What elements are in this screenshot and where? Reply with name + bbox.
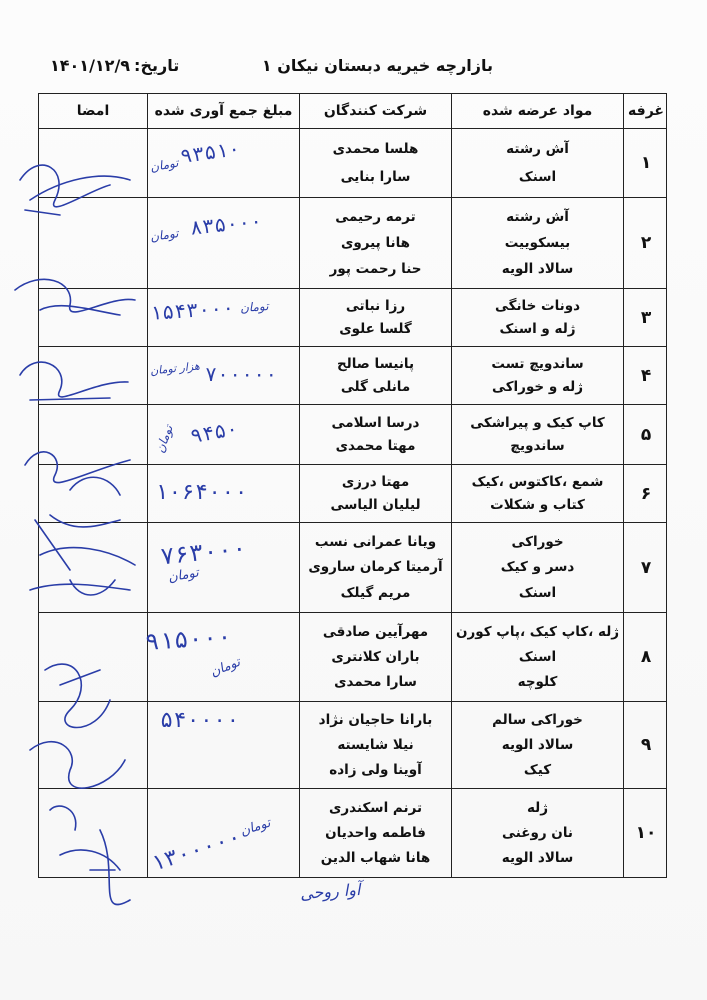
participant-name: بارانا حاجیان نژاد	[318, 712, 433, 729]
goods-item: کاپ کیک و پیراشکی	[470, 414, 605, 431]
booth-number: ۶	[623, 465, 668, 522]
participant-name: هانا پیروی	[341, 235, 411, 251]
goods-item: ژله و خوراکی	[492, 378, 583, 395]
participants-cell	[299, 523, 451, 612]
participant-name: مهرآیین صادقی	[322, 623, 429, 640]
handwritten-currency: تومان	[152, 423, 176, 455]
goods-item: ژله	[527, 799, 549, 816]
goods-cell	[451, 347, 623, 404]
booth-number: ۵	[623, 405, 668, 464]
header-goods: مواد عرضه شده	[451, 94, 623, 128]
participant-name: ترمه رحیمی	[335, 209, 416, 225]
handwritten-currency: تومان	[208, 654, 243, 681]
booth-number: ۲	[623, 198, 668, 288]
goods-item: خوراکی	[511, 533, 564, 550]
goods-item: سالاد الویه	[501, 850, 574, 867]
participant-name: سارا محمدی	[334, 674, 417, 691]
participant-name: باران کلانتری	[331, 648, 420, 665]
participant-name: مریم گیلک	[340, 585, 411, 602]
goods-cell	[451, 289, 623, 346]
goods-item: کتاب و شکلات	[490, 496, 585, 513]
goods-cell	[451, 129, 623, 197]
goods-item: اسنک	[518, 648, 557, 665]
participant-name: لیلیان الیاسی	[330, 496, 421, 513]
participant-name: فاطمه واحدیان	[325, 824, 426, 841]
signature-mark	[30, 742, 125, 788]
page-title: بازارچه خیریه دبستان نیکان ۱	[261, 56, 493, 75]
goods-item: بیسکوییت	[504, 235, 571, 251]
handwritten-currency: تومان	[149, 226, 180, 244]
booth-number: ۴	[623, 347, 668, 404]
participant-name: سارا بنایی	[340, 169, 411, 185]
participant-name: نیلا شایسته	[337, 736, 414, 753]
goods-item: کیک	[523, 761, 552, 778]
handwritten-amount: ۸۳۵۰۰۰	[188, 208, 264, 240]
handwritten-amount: ۷۶۳۰۰۰	[158, 533, 248, 571]
goods-item: ساندویچ	[510, 438, 565, 455]
goods-item: آش رشته	[506, 141, 569, 157]
signature-scribbles	[0, 110, 145, 930]
participant-name: مانلی گلی	[340, 378, 411, 395]
participants-cell	[299, 789, 451, 877]
handwritten-footer-note: آوا روحی	[299, 879, 361, 904]
goods-item: کلوچه	[517, 674, 558, 691]
header-participants: شرکت کنندگان	[299, 94, 451, 128]
handwritten-amount: ۹۳۵۱۰	[178, 135, 242, 169]
goods-item: دسر و کیک	[500, 559, 575, 576]
handwritten-currency: هزار تومان	[149, 359, 201, 378]
signature-mark	[25, 452, 130, 495]
date-line	[46, 56, 179, 75]
booth-number: ۳	[623, 289, 668, 346]
participants-cell	[299, 198, 451, 288]
booth-number: ۱۰	[623, 789, 668, 877]
header-booth: غرفه	[623, 94, 668, 128]
goods-item: اسنک	[518, 169, 557, 185]
goods-cell	[451, 702, 623, 788]
participant-name: آوینا ولی زاده	[329, 761, 422, 778]
goods-item: نان روغنی	[502, 824, 573, 841]
handwritten-currency: تومان	[166, 565, 200, 586]
participant-name: هانا شهاب الدین	[320, 850, 431, 867]
header-signature: امضا	[76, 103, 110, 119]
goods-item: شمع ،کاکتوس ،کیک	[471, 474, 604, 491]
handwritten-currency: تومان	[238, 815, 273, 840]
goods-cell	[451, 789, 623, 877]
goods-cell	[451, 198, 623, 288]
participants-cell	[299, 465, 451, 522]
goods-item: سالاد الویه	[501, 261, 574, 277]
signature-mark	[45, 664, 110, 727]
participant-name: درسا اسلامی	[331, 414, 420, 431]
date-value: ۱۴۰۱/۱۲/۹	[50, 56, 131, 75]
participant-name: گلسا علوی	[339, 320, 412, 337]
signature-mark	[20, 362, 128, 400]
signature-mark	[35, 515, 135, 570]
goods-cell	[451, 523, 623, 612]
goods-cell	[451, 405, 623, 464]
handwritten-amount: ۵۴۰۰۰۰	[160, 708, 240, 733]
participants-cell	[299, 405, 451, 464]
goods-item: سالاد الویه	[501, 736, 574, 753]
handwritten-amount: ۹۴۵۰	[188, 415, 240, 449]
booth-number: ۱	[623, 129, 668, 197]
participant-name: ویانا عمرانی نسب	[314, 533, 437, 550]
handwritten-currency: تومان	[239, 299, 269, 315]
goods-item: اسنک	[518, 585, 557, 602]
goods-item: خوراکی سالم	[492, 712, 583, 729]
participant-name: آرمیتا کرمان ساروی	[308, 559, 443, 576]
goods-item: ساندویچ تست	[491, 356, 584, 373]
participant-name: ترنم اسکندری	[329, 799, 423, 816]
signature-mark	[50, 806, 120, 870]
date-label: تاریخ:	[134, 56, 180, 75]
header-amount: مبلغ جمع آوری شده	[147, 94, 299, 128]
signature-mark	[15, 279, 135, 315]
booth-number: ۸	[623, 613, 668, 701]
goods-item: دونات خانگی	[494, 298, 581, 315]
participants-cell	[299, 613, 451, 701]
goods-cell	[451, 465, 623, 522]
participants-cell	[299, 347, 451, 404]
participants-cell	[299, 129, 451, 197]
signature-mark	[20, 165, 130, 215]
goods-item: آش رشته	[506, 209, 569, 225]
handwritten-amount: ۱۳۰۰۰۰۰	[148, 824, 245, 877]
signature-mark	[90, 830, 130, 905]
participant-name: مهتا محمدی	[335, 438, 416, 455]
handwritten-currency: تومان	[149, 155, 180, 175]
handwritten-amount: ۱۰۶۴۰۰۰	[155, 480, 248, 505]
booth-number: ۷	[623, 523, 668, 612]
signature-mark	[30, 580, 130, 595]
participant-name: رزا نباتی	[345, 298, 406, 315]
booth-number: ۹	[623, 702, 668, 788]
goods-item: ژله ،کاپ کیک ،پاپ کورن	[455, 623, 620, 640]
participant-name: هلسا محمدی	[332, 141, 419, 157]
handwritten-amount: ۱۵۴۳۰۰۰	[149, 295, 236, 325]
handwritten-amount: ۹۱۵۰۰۰	[144, 622, 233, 656]
participant-name: پانیسا صالح	[336, 356, 415, 373]
goods-item: ژله و اسنک	[499, 320, 576, 337]
participants-cell	[299, 289, 451, 346]
handwritten-amount: ۷۰۰۰۰۰	[205, 362, 278, 386]
participant-name: مهتا درزی	[341, 474, 410, 491]
participant-name: حنا رحمت پور	[329, 261, 422, 277]
goods-cell	[451, 613, 623, 701]
participants-cell	[299, 702, 451, 788]
